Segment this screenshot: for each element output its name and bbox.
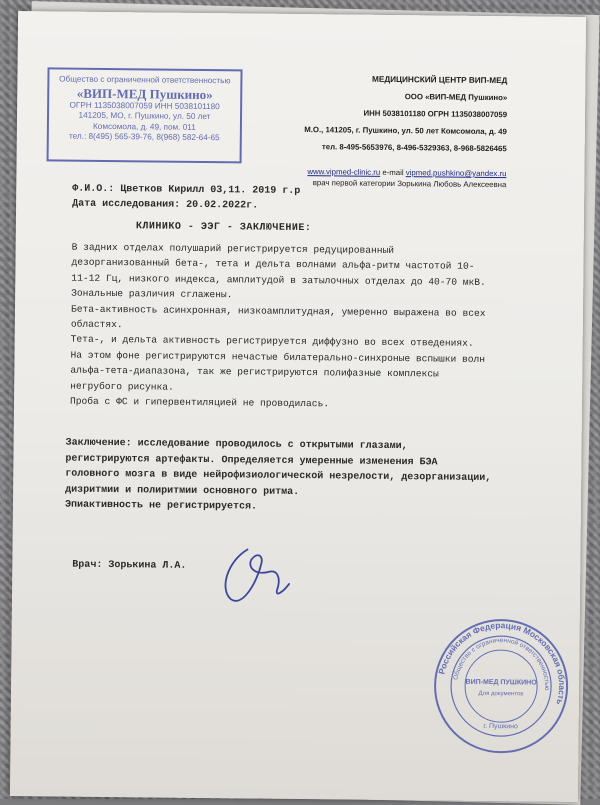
rectangular-stamp xyxy=(47,67,243,163)
letterhead-phones: тел. 8-495-5653976, 8-496-5329363, 8-968-5826465 xyxy=(321,142,507,154)
round-seal-stamp xyxy=(430,615,571,756)
doctor-category-line: врач первой категории Зорькина Любовь Алексеевна xyxy=(312,178,507,190)
doctor-signature-line: Врач: Зорькина Л.А. xyxy=(72,559,187,572)
body-paragraph: Бета-активность асинхронная, низкоамплитудная, умеренно выражена во всех областях. xyxy=(70,303,486,331)
seal-docs-text: Для документов xyxy=(478,690,524,698)
epiactivity-text: Эпиактивность не регистрируется. xyxy=(64,499,258,513)
report-heading: КЛИНИКО - ЭЭГ - ЗАКЛЮЧЕНИЕ: xyxy=(135,221,312,235)
conclusion xyxy=(65,436,496,518)
body-paragraph: Проба с ФС и гипервентиляцией не проводилась. xyxy=(69,395,330,410)
stamp-name: «ВИП-МЕД Пушкино» xyxy=(76,85,213,102)
body-paragraph: В задних отделах полушарий регистрируется редуцированный дезорганизованный бета-, тета и дельта волнами альфа-ритм частотой 10-11-12 Гц, низкого индекса, амплитудой в затылочных отделах до 40-70 мкВ. xyxy=(71,241,486,288)
seal-inner-text: Общество с ограниченной ответственностью xyxy=(452,637,551,691)
letterhead xyxy=(267,70,508,158)
stamp-line1: Общество с ограниченной ответственностью xyxy=(59,74,231,86)
stamp-line3: 141205, МО, г. Пушкино, ул. 50 лет xyxy=(78,110,211,122)
stamp-line2: ОГРН 1135038007059 ИНН 5038101180 xyxy=(69,100,220,111)
letterhead-center: МЕДИЦИНСКИЙ ЦЕНТР ВИП-МЕД xyxy=(372,74,508,86)
seal-center-text: ВИП-МЕД ПУШКИНО xyxy=(465,678,537,687)
website-link[interactable]: www.vipmed-clinic.ru xyxy=(307,167,381,177)
stamp-line4: Комсомола, д. 49, пом. 011 xyxy=(92,121,196,132)
email-label: e-mail xyxy=(382,167,404,178)
body-paragraph: Тета-, и дельта активность регистрируется диффузно во всех отведениях. xyxy=(70,334,474,350)
body-paragraph: На этом фоне регистрируются нечастые билатерально-синхроные вспышки волн альфа-тета-диапазона, так же регистрируются полифазные комплексы негрубого рисунка. xyxy=(70,349,486,393)
seal-outer-text: Российская Федерация Московская область xyxy=(436,620,568,706)
stamp-line5: тел.: 8(495) 565-39-76, 8(968) 582-64-65 xyxy=(68,131,220,143)
handwritten-signature xyxy=(217,541,308,612)
letterhead-address: М.О., 141205, г. Пушкино, ул. 50 лет Комсомола, д. 49 xyxy=(304,125,507,137)
email-link[interactable]: vipmed.pushkino@yandex.ru xyxy=(405,168,507,179)
letterhead-ids: ИНН 5038101180 ОГРН 1135038007059 xyxy=(363,108,508,120)
body-paragraph: Зональные различия сглажены. xyxy=(71,287,233,301)
report-body xyxy=(70,240,492,414)
study-date: Дата исследования: 20.02.2022г. xyxy=(72,198,259,212)
letterhead-company: ООО «ВИП-МЕД Пушкино» xyxy=(404,92,508,103)
seal-bottom-text: г. Пушкино xyxy=(483,722,518,731)
patient-fio: Ф.И.О.: Цветков Кирилл 03,11. 2019 г.р xyxy=(72,183,301,198)
conclusion-text: Заключение: исследование проводилось с открытыми глазами, регистрируются артефакты. Определяется умеренные изменения БЭА головного мозга в виде нейрофизиологической незрелости, дезорганизации, дизритмии и полиритмии основного ритма. xyxy=(65,437,492,498)
document-page xyxy=(10,11,586,802)
